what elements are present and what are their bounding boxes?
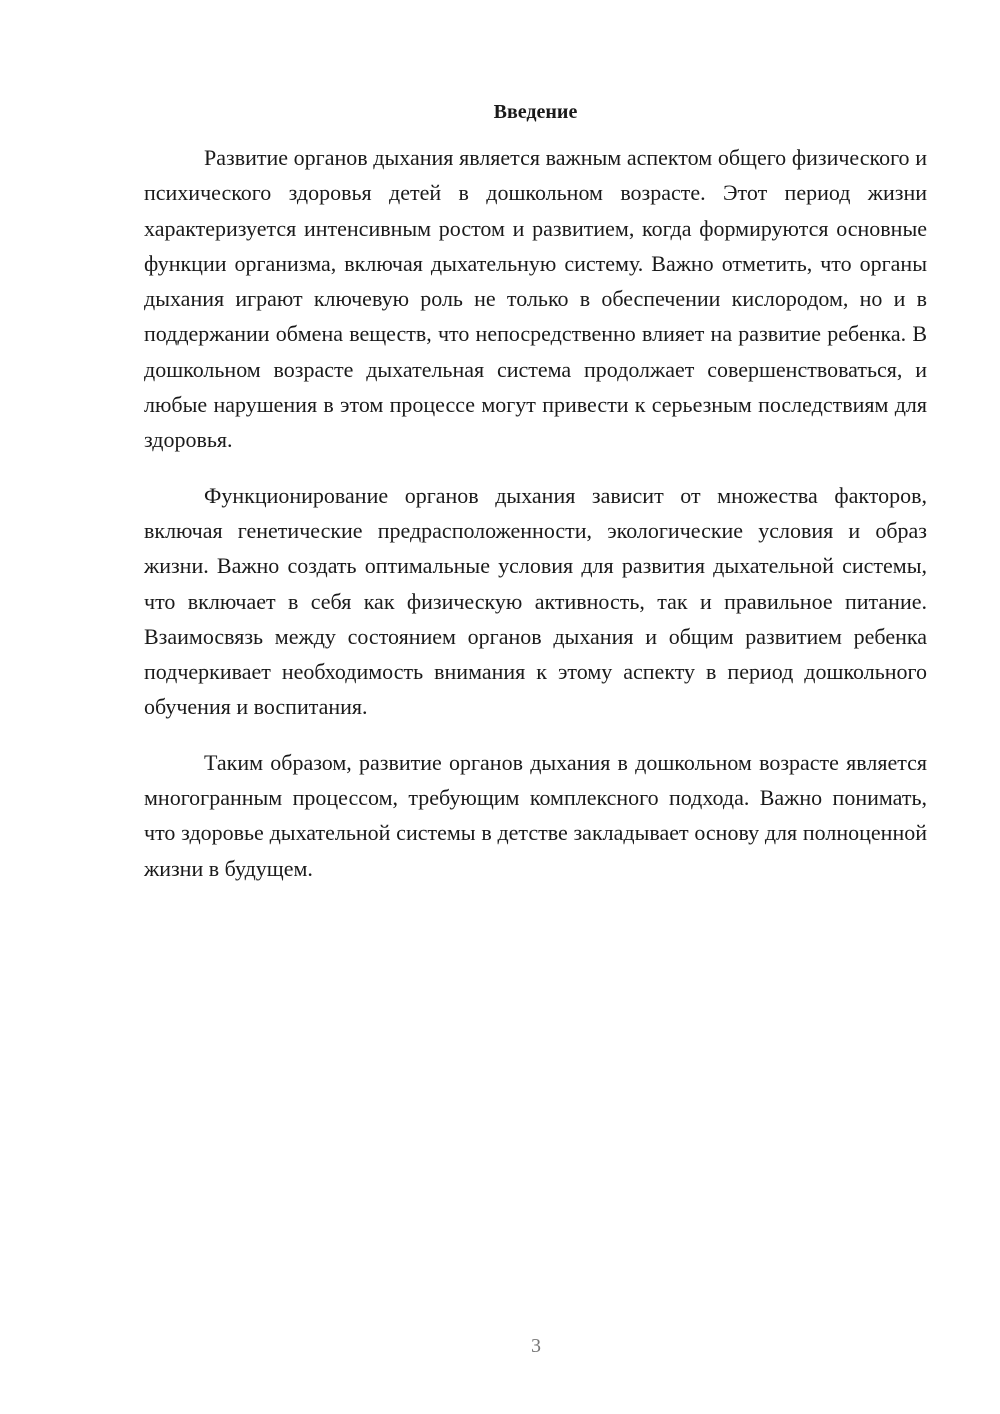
paragraph-1: Развитие органов дыхания является важным аспектом общего физического и психического здоровья детей в дошкольном возрасте. Этот период жизни характеризуется интенсивным ростом и развитием, когда формируются основные функции организма, включая дыхательную систему. Важно отметить, что органы дыхания играют ключевую роль не только в обеспечении кислородом, но и в поддержании обмена веществ, что непосредственно влияет на развитие ребенка. В дошкольном возрасте дыхательная система продолжает совершенствоваться, и любые нарушения в этом процессе могут привести к серьезным последствиям для здоровья. [144, 145, 927, 453]
page-number: 3 [531, 1335, 541, 1357]
paragraph-2: Функционирование органов дыхания зависит от множества факторов, включая генетические предрасположенности, экологические условия и образ жизни. Важно создать оптимальные условия для развития дыхательной системы, что включает в себя как физическую активность, так и правильное питание. Взаимосвязь между состоянием органов дыхания и общим развитием ребенка подчеркивает необходимость внимания к этому аспекту в период дошкольного обучения и воспитания. [144, 482, 927, 720]
page-content [144, 96, 927, 886]
paragraph-3: Таким образом, развитие органов дыхания в дошкольном возрасте является многогранным процессом, требующим комплексного подхода. Важно понимать, что здоровье дыхательной системы в детстве закладывает основу для полноценной жизни в будущем. [144, 749, 927, 881]
section-title: Введение [493, 101, 578, 123]
